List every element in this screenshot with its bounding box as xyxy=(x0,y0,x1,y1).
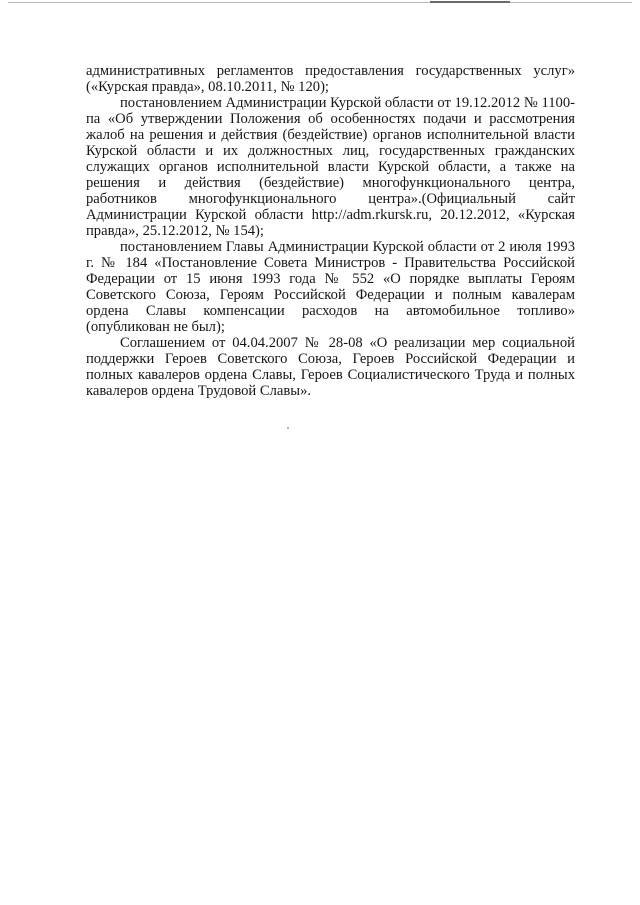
paragraph-resolution-184: постановлением Главы Администрации Курской области от 2 июля 1993 г. № 184 «Постановление Совета Министров - Правительства Российской Федерации от 15 июня 1993 года № 552 «О порядке выплаты Героям Советского Союза, Героям Российской Федерации и полным кавалерам ордена Славы компенсации расходов на автомобильное топливо» (опубликован не был); xyxy=(86,239,575,335)
scan-edge-mark xyxy=(430,1,510,3)
document-body xyxy=(86,63,575,399)
scan-edge-line xyxy=(8,2,632,3)
paragraph-regulations-continuation: административных регламентов предоставления государственных услуг» («Курская правда», 08.10.2011, № 120); xyxy=(86,63,575,95)
scan-speck xyxy=(287,427,289,429)
paragraph-agreement-28-08: Соглашением от 04.04.2007 № 28-08 «О реализации мер социальной поддержки Героев Советского Союза, Героев Российской Федерации и полных кавалеров ордена Славы, Героев Социалистического Труда и полных кавалеров ордена Трудовой Славы». xyxy=(86,335,575,399)
paragraph-resolution-1100: постановлением Администрации Курской области от 19.12.2012 № 1100-па «Об утверждении Положения об особенностях подачи и рассмотрения жалоб на решения и действия (бездействие) органов исполнительной власти Курской области и их должностных лиц, государственных гражданских служащих органов исполнительной власти Курской области, а также на решения и действия (бездействие) многофункционального центра, работников многофункционального центра».(Официальный сайт Администрации Курской области http://adm.rkursk.ru, 20.12.2012, «Курская правда», 25.12.2012, № 154); xyxy=(86,95,575,239)
